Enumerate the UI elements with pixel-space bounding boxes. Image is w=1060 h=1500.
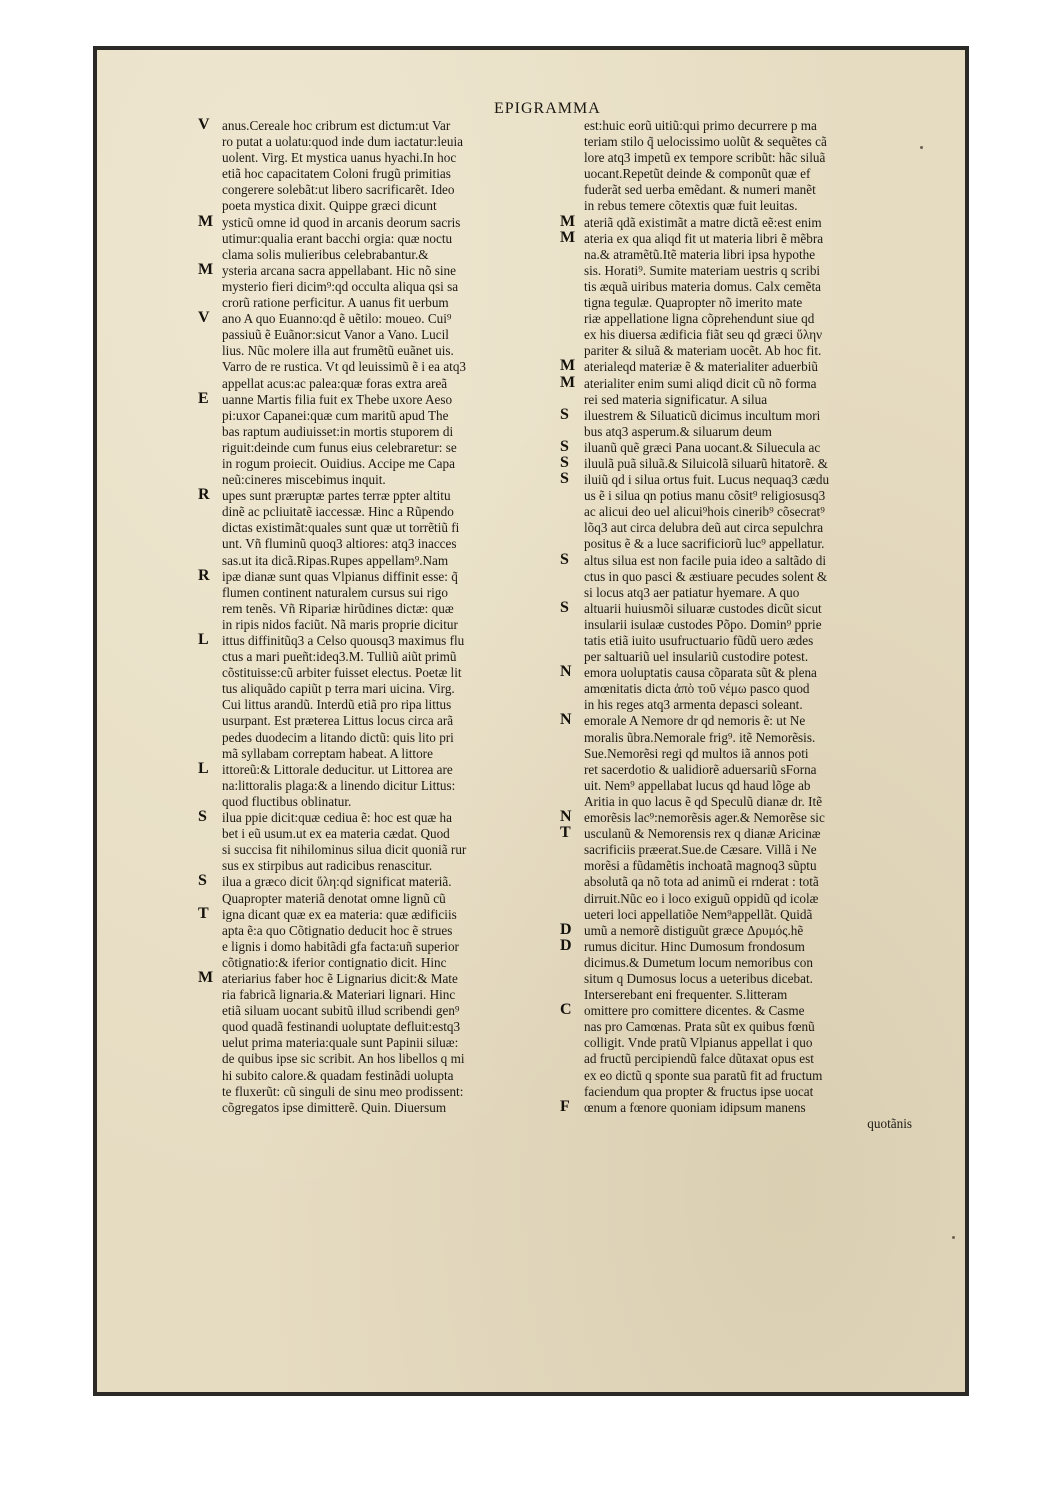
text-line [198,408,563,424]
line-text: œnum a fœnore quoniam idipsum manens [584,1099,806,1115]
line-text: ateria ex qua aliqd fit ut materia libri ẽ mẽbra [584,230,824,246]
line-text: ret sacerdotio & ualidiorẽ aduersariũ sForna [584,761,817,777]
text-line [558,778,918,794]
text-line [198,617,563,633]
text-line [558,118,918,134]
text-line [198,472,563,488]
text-line [558,150,918,166]
text-line [558,810,918,826]
line-text: ittus diffinitũq3 a Celso quousq3 maximus flu [222,633,465,648]
line-text: uocant.Repetũt deinde & componũt quæ ef [584,166,811,182]
line-text: dirruit.Nũc eo i loco exiguũ oppidũ qd icolæ [584,890,819,906]
initial-letter: D [560,938,572,954]
text-line [198,424,563,440]
text-line [198,794,563,810]
text-line [558,1068,918,1084]
initial-letter: S [560,439,569,455]
text-line [198,971,563,987]
text-line [558,987,918,1003]
text-line [558,295,918,311]
line-text: na.& atramẽtũ.Itẽ materia libri ipsa hypothe [584,246,816,262]
text-line [558,553,918,569]
line-text: bus atq3 asperum.& siluarum deum [584,423,772,439]
initial-letter: S [198,874,207,890]
initial-letter: M [560,359,576,375]
text-line [558,874,918,890]
text-line [558,730,918,746]
line-text: ateriã qdã existimãt a matre dictã eẽ:est enim [584,214,822,230]
text-line [198,231,563,247]
text-line [558,182,918,198]
text-line [558,343,918,359]
text-line [558,939,918,955]
text-line [558,247,918,263]
line-text: te fluxerũt: cũ singuli de sinu meo prodissent: [222,1083,464,1099]
initial-letter: S [560,455,569,471]
text-line [198,842,563,858]
line-text: umũ a nemorẽ distiguũt græce Δρυμός.hẽ [584,922,804,938]
line-text: igna dicant quæ ex ea materia: quæ ædificiis [222,906,457,922]
line-text: aterialiter enim sumi aliqd dicit cũ nõ forma [584,375,817,391]
line-text: ysticũ omne id quod in arcanis deorum sacris [222,214,461,230]
line-text: est:huic eorũ uitiũ:qui primo decurrere p ma [584,118,817,133]
text-line [198,762,563,778]
text-line [198,166,563,182]
line-text: uelut prima materia:quale sunt Papinii siluæ: [222,1035,459,1051]
initial-letter: T [198,906,209,922]
text-line [558,794,918,810]
text-line [198,456,563,472]
initial-letter: T [560,826,571,842]
text-line [558,907,918,923]
line-text: pariter & siluã & materiam uocẽt. Ab hoc fit. [584,343,822,359]
initial-letter: N [560,713,572,729]
text-line [198,649,563,665]
line-text: altus silua est non facile puia ideo a saltãdo di [584,552,827,568]
text-line [558,649,918,665]
line-text: in his reges atq3 armenta depasci soleant. [584,697,803,713]
line-text: bet i eũ usum.ut ex ea materia cædat. Quod [222,826,450,842]
initial-letter: M [198,214,214,230]
text-line [558,891,918,907]
line-text: Aritia in quo lacus ẽ qd Speculũ dianæ dr. Itẽ [584,793,823,809]
text-line [558,263,918,279]
line-text: ittoreũ:& Littorale deducitur. ut Littorea are [222,761,453,777]
line-text: faciendum qua propter & fructus ipse uocat [584,1083,814,1099]
text-line [558,456,918,472]
text-line [198,665,563,681]
text-line [558,520,918,536]
text-line [558,392,918,408]
line-text: sis. Horati⁹. Sumite materiam uestris q scribi [584,262,821,278]
line-text: quod quadã festinandi uoluptate defluit:estq3 [222,1019,461,1035]
line-text: ano A quo Euanno:qd ẽ uẽtilo: moueo. Cui⁹ [222,311,452,327]
text-line [558,376,918,392]
line-text: Sue.Nemorẽsi regi qd multos iã annos poti [584,745,809,761]
line-text: Cui littus arandũ. Interdũ etiã pro ripa littus [222,697,452,713]
line-text: neũ:cineres miscebimus inquit. [222,472,386,488]
text-line [558,311,918,327]
line-text: ex eo dictũ q sponte sua paratũ fit ad fructum [584,1067,823,1083]
text-line [558,617,918,633]
line-text: Quapropter materiã denotat omne lignũ cũ [222,890,446,906]
text-line [558,504,918,520]
line-text: iluulã puã siluã.& Siluicolã siluarũ hitatorẽ. & [584,455,828,471]
margin-mark [920,146,923,149]
text-line [198,553,563,569]
line-text: lore atq3 impetũ ex tempore scribũt: hãc siluã [584,150,826,166]
initial-letter: S [560,407,569,423]
line-text: Interserebant eni frequenter. S.litteram [584,987,788,1003]
line-text: poeta mystica dixit. Quippe græci dicunt [222,198,437,214]
line-text: teriam stilo q̃ uelocissimo uolũt & sequẽtes cã [584,134,827,150]
line-text: uolent. Virg. Et mystica uanus hyachi.In hoc [222,150,457,166]
text-line [558,697,918,713]
line-text: iluiũ qd i silua ortus fuit. Lucus nequaq3 cædu [584,472,830,488]
text-line [558,762,918,778]
line-text: in rogum proiecit. Ouidius. Accipe me Capa [222,455,455,471]
text-line [198,1051,563,1067]
left-column [198,118,563,1116]
line-text: iluanũ quẽ græci Pana uocant.& Siluecula ac [584,439,821,455]
initial-letter: S [560,600,569,616]
line-text: mysterio fieri dicim⁹:qd occulta aliqua qsi sa [222,278,459,294]
line-text: tatis etiã iuito usufructuario fũdũ uero ædes [584,633,814,648]
line-text: etiã hoc capacitatem Coloni frugũ primitias [222,166,451,182]
line-text: congerere solebãt:ut libero sacrificarẽt. Ideo [222,182,455,198]
initial-letter: V [198,118,210,133]
text-line [198,134,563,150]
line-text: pedes duodecim a litando dictũ: quis lito pri [222,729,454,745]
initial-letter: S [560,472,569,488]
text-line [198,697,563,713]
line-text: emora uoluptatis causa cõparata sũt & plena [584,665,817,681]
initial-letter: M [560,375,576,391]
line-text: ysteria arcana sacra appellabant. Hic nõ sine [222,262,456,278]
line-text: cõstituisse:cũ arbiter fuisset electus. Poetæ lit [222,665,462,681]
text-line [558,826,918,842]
text-line [198,327,563,343]
text-line [198,182,563,198]
text-line [558,327,918,343]
text-line [558,231,918,247]
line-text: riæ appellatione ligna cõprehendunt siue qd [584,311,815,327]
line-text: pi:uxor Capanei:quæ cum maritũ apud The [222,407,449,423]
line-text: sus ex stirpibus aut radicibus renascitur. [222,858,433,874]
line-text: crorũ ratione perficitur. A uanus fit uerbum [222,295,449,311]
line-text: ex his diuersa ædificia fiãt seu qd græci ὕλην [584,327,823,343]
text-line [198,633,563,649]
line-text: uit. Nem⁹ appellabat lucus qd haud lõge ab [584,777,811,793]
line-text: dinẽ ac pcliuitatẽ iaccessæ. Hinc a Rũpendo [222,504,454,520]
line-text: lius. Nũc molere illa aut frumẽtũ euãnet uis. [222,343,454,359]
text-line [198,488,563,504]
line-text: usculanũ & Nemorensis rex q dianæ Aricinæ [584,826,821,842]
initial-letter: M [198,262,214,278]
text-line [198,1035,563,1051]
line-text: cõgregatos ipse dimitterẽ. Quin. Diuersum [222,1099,447,1115]
initial-letter: S [198,810,207,826]
text-line [558,1019,918,1035]
line-text: iluestrem & Siluaticũ dicimus incultum mori [584,407,821,423]
initial-letter: L [198,761,209,777]
line-text: uanne Martis filia fuit ex Thebe uxore Aeso [222,391,453,407]
line-text: lõq3 aut circa delubra deũ aut circa sepulchra [584,520,824,536]
line-text: Varro de re rustica. Vt qd leuissimũ ẽ i ea atq3 [222,359,467,375]
text-line [198,826,563,842]
line-text: ro putat a uolatu:quod inde dum iactatur:leuia [222,134,463,150]
line-text: morẽsi a fũdamẽtis inchoatã magnoq3 sũptu [584,858,817,874]
line-text: tis æquã uiribus materia domus. Calx cemẽta [584,278,821,294]
line-text: ad fructũ percipiendũ falce dũtaxat opus est [584,1051,814,1067]
line-text: ueteri loci appellatiõe Nem⁹appellãt. Quidã [584,906,813,922]
line-text: absolutã qa nõ tota ad animũ ei rnderat : totã [584,874,819,890]
line-text: positus ẽ & a luce sacrificiorũ luc⁹ appellatur. [584,536,825,552]
line-text: flumen continent naturalem cursus sui rigo [222,584,448,600]
line-text: moralis ũbra.Nemorale frig⁹. itẽ Nemorẽsis. [584,729,816,745]
line-text: ctus a mari pueñt:ideq3.M. Tulliũ aiũt primũ [222,649,457,665]
line-text: clama solis mulieribus celebrabantur.& [222,246,429,262]
line-text: riguit:deinde cum funus eius celebraretur: se [222,439,457,455]
text-line [198,713,563,729]
line-text: de quibus ipse sic scribit. An hos libellos q mi [222,1051,465,1067]
text-line [198,198,563,214]
initial-letter: D [560,922,572,938]
initial-letter: R [198,488,210,504]
line-text: na:littoralis plaga:& a linendo dicitur Littus: [222,777,456,793]
line-text: rei sed materia significatur. A silua [584,391,768,407]
initial-letter: C [560,1003,572,1019]
text-line [198,440,563,456]
text-line [198,810,563,826]
text-line [198,343,563,359]
text-line [198,778,563,794]
initial-letter: E [198,391,209,407]
text-line [198,1003,563,1019]
text-line [558,923,918,939]
initial-letter: M [560,230,576,246]
line-text: upes sunt præruptæ partes terræ ppter altitu [222,488,451,504]
line-text: omittere pro comittere dicentes. & Casme [584,1003,805,1019]
text-line [558,134,918,150]
text-line [558,488,918,504]
initial-letter: M [198,970,214,986]
line-text: hi subito calore.& quadam festinãdi uolupta [222,1067,454,1083]
text-line [558,440,918,456]
text-line [198,359,563,375]
text-line [198,730,563,746]
text-line [198,215,563,231]
text-line [558,472,918,488]
text-line [558,1100,918,1116]
line-text: passiuũ ẽ Euãnor:sicut Vanor a Vano. Lucil [222,327,449,343]
text-line [558,569,918,585]
initial-letter: F [560,1099,570,1115]
right-column [558,118,918,1132]
initial-letter: M [560,214,576,230]
text-line [558,1084,918,1100]
line-text: altuarii huiusmõi siluaræ custodes dicũt sicut [584,600,822,616]
line-text: cõtignatio:& iferior contignatio dicit. Hinc [222,954,447,970]
text-line [198,939,563,955]
text-line [558,279,918,295]
text-line [558,1003,918,1019]
line-text: in ripis nidos faciũt. Nã maris proprie dicitur [222,616,458,632]
text-line [198,279,563,295]
line-text: fuderãt sed uerba emẽdant. & numeri manẽt [584,182,816,198]
line-text: ria fabricã lignaria.& Materiari lignari. Hinc [222,987,456,1003]
line-text: dicimus.& Dumetum locum nemoribus con [584,954,813,970]
initial-letter: V [198,311,210,327]
text-line [198,874,563,890]
line-text: unt. Vñ fluminũ quoq3 altiores: atq3 inacces [222,536,457,552]
text-line [558,681,918,697]
text-line [558,665,918,681]
line-text: rumus dicitur. Hinc Dumosum frondosum [584,938,805,954]
text-line [558,536,918,552]
text-line [558,746,918,762]
line-text: dictas existimãt:quales sunt quæ ut torrẽtiũ fi [222,520,460,536]
text-line [198,536,563,552]
line-text: insularii isulaæ custodes Põpo. Domin⁹ pprie [584,616,822,632]
text-line [198,295,563,311]
initial-letter: N [560,810,572,826]
line-text: tigna tegulæ. Quapropter nõ imerito mate [584,295,803,311]
line-text: bas raptum audiuisset:in mortis stuporem di [222,423,454,439]
text-line [558,713,918,729]
text-line [198,520,563,536]
line-text: appellat acus:ac palea:quæ foras extra areã [222,375,448,391]
line-text: rem tenẽs. Vñ Ripariæ hirũdines dictæ: quæ [222,600,454,616]
text-line [198,1019,563,1035]
initial-letter: L [198,633,209,648]
text-line [198,1068,563,1084]
text-line [198,1100,563,1116]
line-text: colligit. Vnde pratũ Vlpianus appellat i quo [584,1035,813,1051]
initial-letter: R [198,568,210,584]
text-line [198,150,563,166]
margin-mark [952,1236,955,1239]
line-text: per saltuariũ uel insulariũ custodire potest. [584,649,809,665]
text-line [198,923,563,939]
line-text: apta ẽ:a quo Cõtignatio deducit hoc ẽ strues [222,922,453,938]
line-text: situm q Dumosus locus a ueteribus dicebat. [584,970,813,986]
initial-letter: N [560,665,572,681]
text-line [198,585,563,601]
line-text: etiã siluam uocant subitũ illud scribendi gen⁹ [222,1003,460,1019]
line-text: ctus in quo pasci & æstiuare pecudes solent & [584,568,828,584]
line-text: us ẽ i silua qn potius manu cõsit⁹ religiosusq3 [584,488,826,504]
line-text: mã syllabam correptam habeat. A littore [222,745,433,761]
text-line [558,955,918,971]
text-line [558,166,918,182]
text-line [198,247,563,263]
line-text: utimur:qualia erant bacchi orgia: quæ noctu [222,230,453,246]
line-text: in rebus temere cõtextis quæ fuit leuitas. [584,198,798,214]
line-text: ilua a græco dicit ὕλη:qd significat materiã. [222,874,452,890]
text-line [198,311,563,327]
line-text: nas pro Camœnas. Prata sũt ex quibus fœnũ [584,1019,815,1035]
initial-letter: S [560,552,569,568]
text-line [558,408,918,424]
text-line [198,1084,563,1100]
line-text: emorale A Nemore dr qd nemoris ẽ: ut Ne [584,713,806,729]
text-line [558,842,918,858]
text-line [198,681,563,697]
line-text: usurpant. Est præterea Littus locus circa arã [222,713,454,729]
line-text: emorẽsis lac⁹:nemorẽsis ager.& Nemorẽse sic [584,810,825,826]
line-text: sas.ut ita dicã.Ripas.Rupes appellam⁹.Nam [222,552,449,568]
line-text: tus aliquãdo capiũt p terra mari uicina. Virg. [222,681,455,697]
text-line [558,1035,918,1051]
text-line [198,746,563,762]
line-text: sacrificiis præerat.Sue.de Cæsare. Villã i Ne [584,842,817,858]
text-line [198,891,563,907]
text-line [558,633,918,649]
text-line [198,569,563,585]
text-line [558,198,918,214]
text-line [558,215,918,231]
text-line [558,601,918,617]
line-text: amœnitatis dicta ἀπὸ τοῦ νέμω pasco quod [584,681,810,697]
text-line [198,858,563,874]
text-line [198,987,563,1003]
line-text: si succisa fit nihilominus silua dicit quoniã rur [222,842,467,858]
line-text: ateriarius faber hoc ẽ Lignarius dicit:& Mate [222,970,458,986]
text-line [198,601,563,617]
line-text: quod fluctibus oblinatur. [222,793,352,809]
text-line [558,585,918,601]
line-text: si locus atq3 aer patiatur hyemare. A quo [584,584,800,600]
text-line [198,392,563,408]
line-text: ilua ppie dicit:quæ cediua ẽ: hoc est quæ ha [222,810,452,826]
text-line [198,955,563,971]
line-text: ipæ dianæ sunt quas Vlpianus diffinit esse: q̃ [222,568,458,584]
text-line [558,424,918,440]
text-line [198,504,563,520]
text-line [198,118,563,134]
line-text: aterialeqd materiæ ẽ & materialiter aduerbiũ [584,359,818,375]
line-text: anus.Cereale hoc cribrum est dictum:ut Var [222,118,451,133]
running-head: EPIGRAMMA [494,100,601,117]
text-line [198,376,563,392]
line-text: ac alicui deo uel alicui⁹hois cinerib⁹ cõsecrat⁹ [584,504,825,520]
text-line [558,858,918,874]
line-text: quotãnis [867,1115,912,1131]
text-line [198,907,563,923]
text-line [198,263,563,279]
text-line [558,359,918,375]
text-line [558,1116,918,1132]
text-line [558,1051,918,1067]
line-text: e lignis i domo habitãdi gfa facta:uñ superior [222,938,459,954]
text-line [558,971,918,987]
